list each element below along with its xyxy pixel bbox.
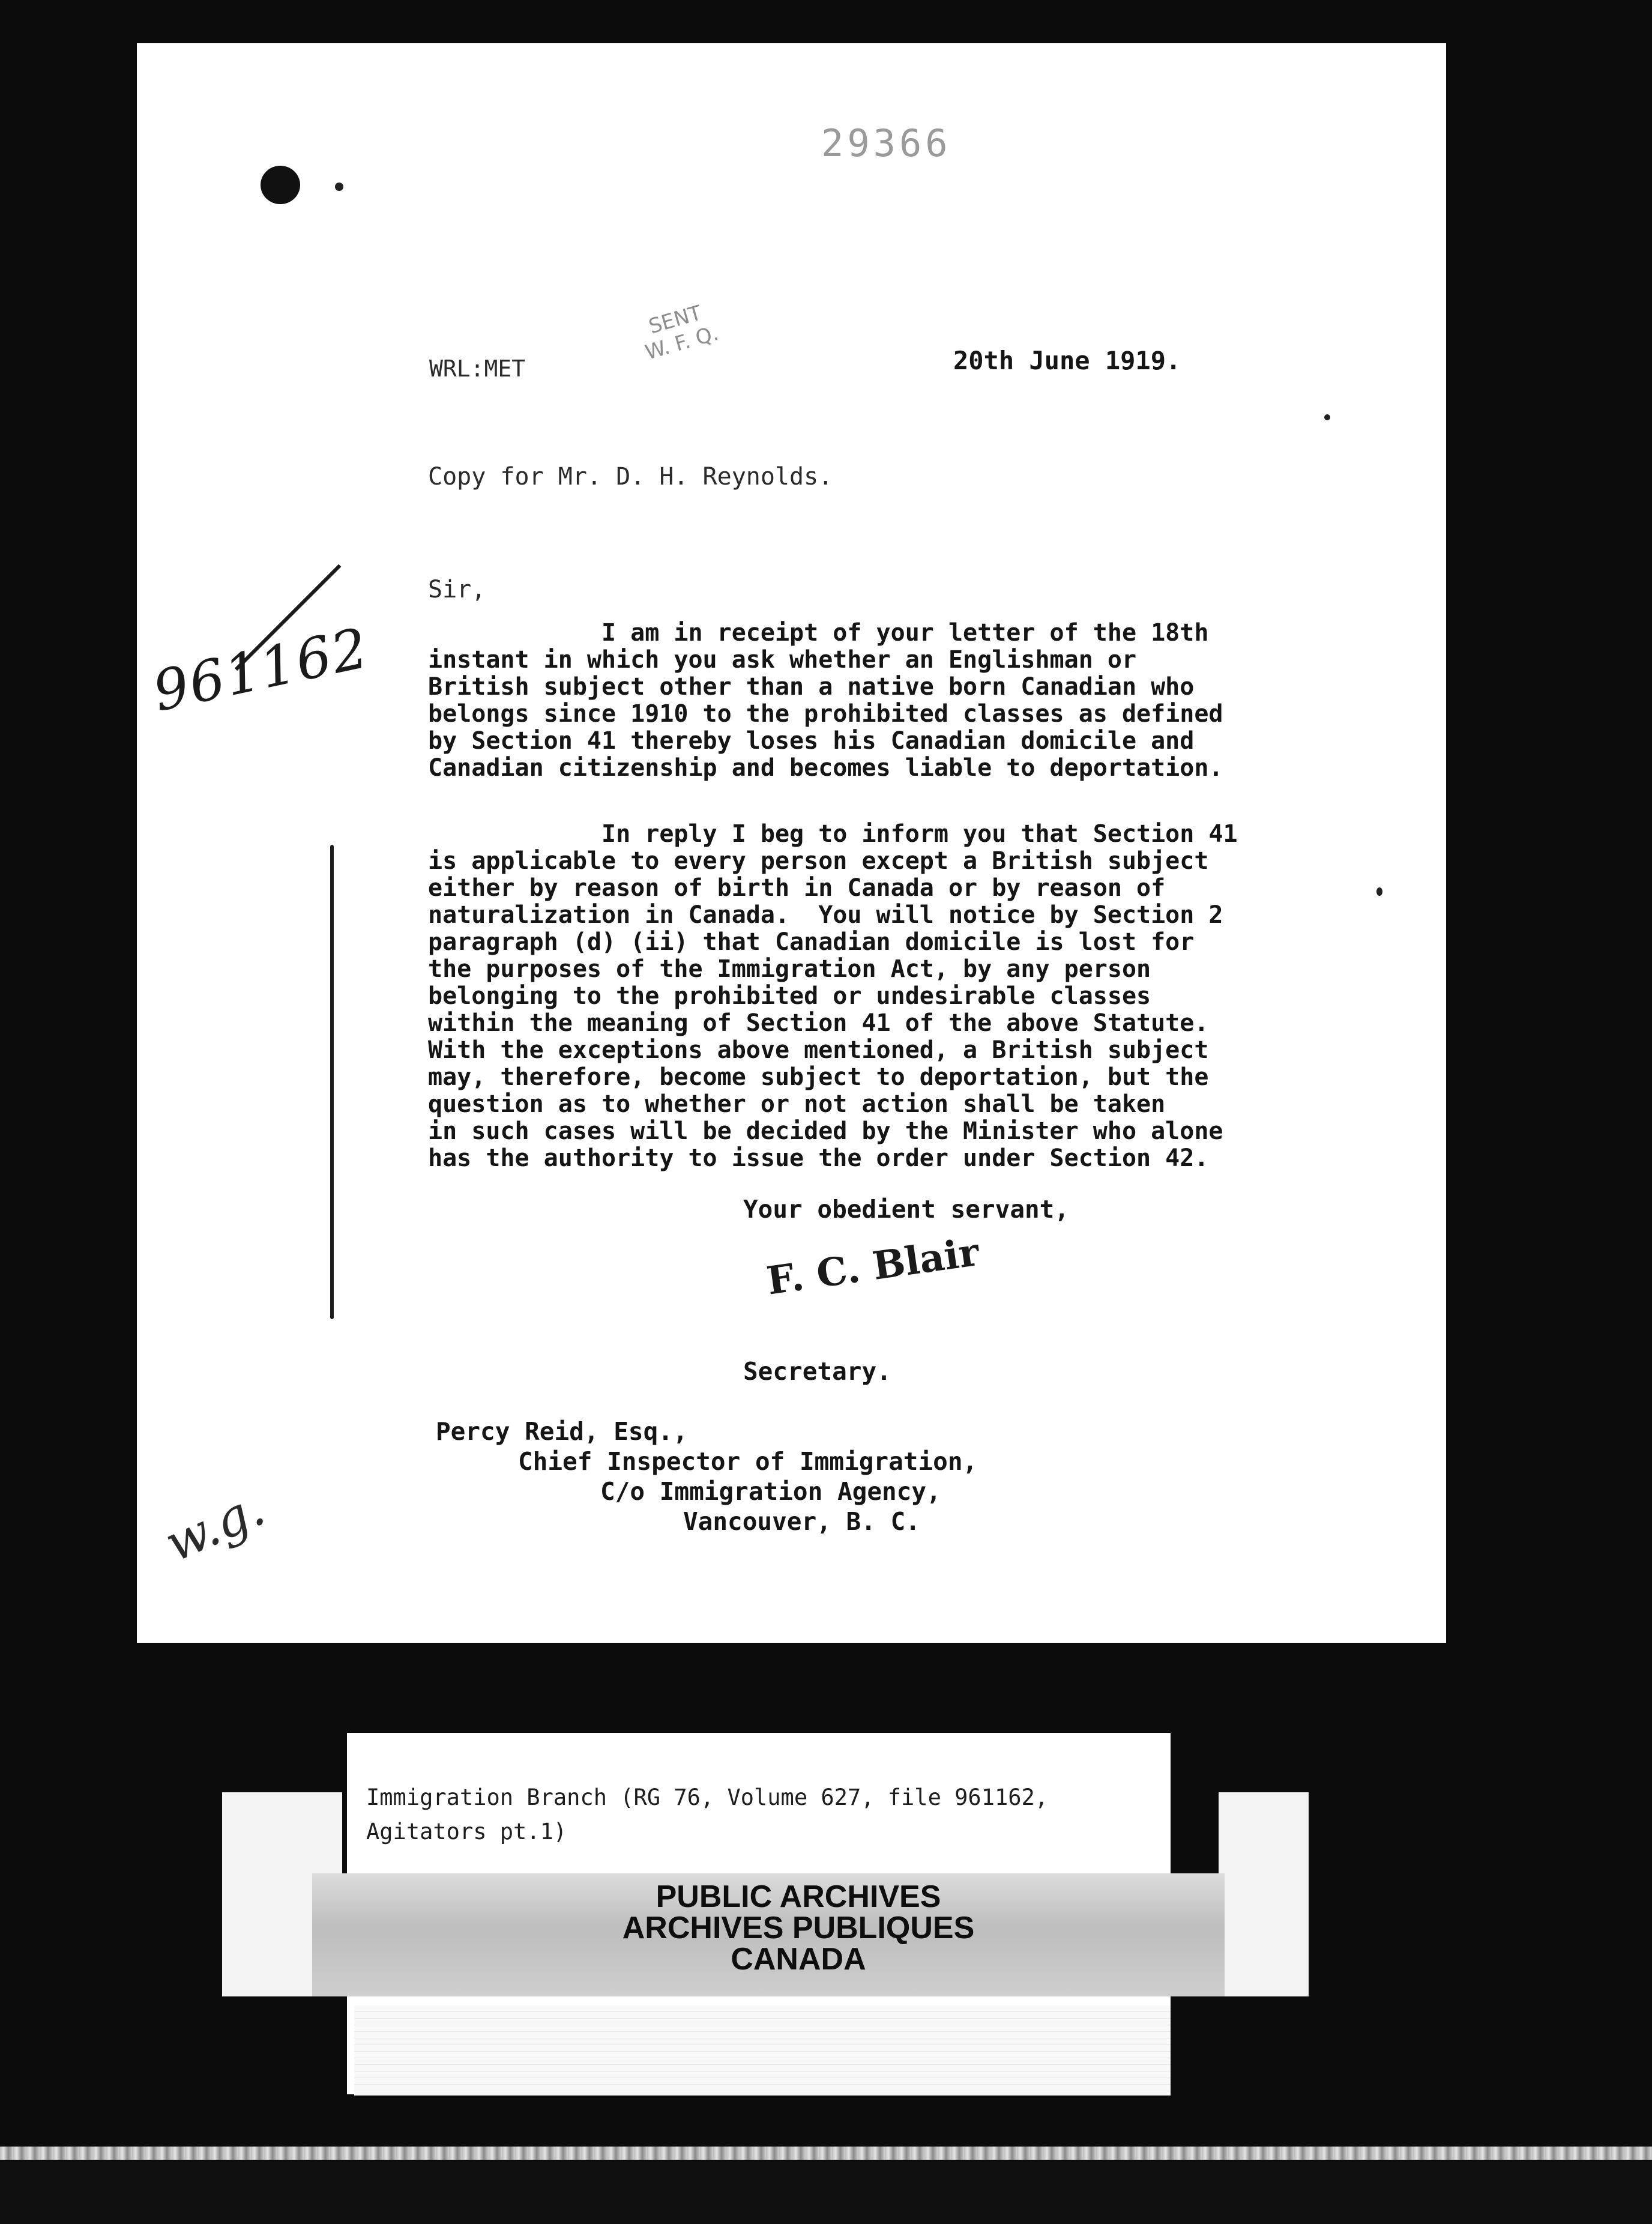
film-edge (0, 2147, 1652, 2160)
punch-hole (261, 166, 300, 204)
archive-stamp-text (552, 1881, 1045, 1975)
ink-speck (335, 183, 343, 191)
sent-stamp: SENT W. F. Q. (642, 301, 722, 365)
label-bottom-strip (354, 2005, 1171, 2096)
file-number-stamp: 29366 (821, 121, 951, 165)
closing-line: Your obedient servant, (743, 1195, 1070, 1224)
handwritten-file-number: 961162 (147, 615, 375, 724)
reference-initials: WRL:MET (429, 355, 526, 382)
margin-line-mark (330, 845, 334, 1319)
signer-title: Secretary. (743, 1357, 891, 1386)
ink-speck (1324, 414, 1330, 420)
handwritten-initials: w.g. (156, 1478, 273, 1574)
address-line: Vancouver, B. C. (683, 1507, 920, 1536)
body-paragraph-2: In reply I beg to inform you that Section 41 is applicable to every person except a British subject either by reason of birth in Canada or by reason of naturalization in Canada. You will notice by Section 2 paragraph (d) (ii) that Canadian domicile is lost for the purposes of the Immigration Act, by any person belonging to the prohibited or undesirable classes within the meaning of Section 41 of the above Statute. With the exceptions above mentioned, a British subject may, therefore, become subject to deportation, but the question as to whether or not action shall be taken in such cases will be decided by the Minister who alone has the authority to issue the order under Section 42. (428, 820, 1238, 1172)
address-line: Percy Reid, Esq., (436, 1417, 688, 1446)
archive-line: PUBLIC ARCHIVES (656, 1879, 941, 1914)
signature: F. C. Blair (764, 1229, 982, 1304)
archive-line: CANADA (731, 1942, 866, 1977)
letter-page (137, 43, 1446, 1643)
copy-recipient-line: Copy for Mr. D. H. Reynolds. (428, 463, 833, 491)
body-paragraph-1: I am in receipt of your letter of the 18th instant in which you ask whether an Englishman or British subject other than a native born Canadian who belongs since 1910 to the prohibited classes as defined by Section 41 thereby loses his Canadian domicile and Canadian citizenship and becomes liable to deportation. (428, 619, 1223, 782)
salutation: Sir, (428, 576, 486, 603)
archive-reference-text: Immigration Branch (RG 76, Volume 627, file 961162, Agitators pt.1) (366, 1784, 1049, 1845)
ink-speck (1376, 887, 1382, 896)
archive-line: ARCHIVES PUBLIQUES (622, 1911, 975, 1945)
address-line: C/o Immigration Agency, (600, 1477, 941, 1506)
label-tab-right (1219, 1792, 1309, 1996)
letter-date: 20th June 1919. (953, 346, 1181, 375)
address-line: Chief Inspector of Immigration, (518, 1447, 978, 1476)
